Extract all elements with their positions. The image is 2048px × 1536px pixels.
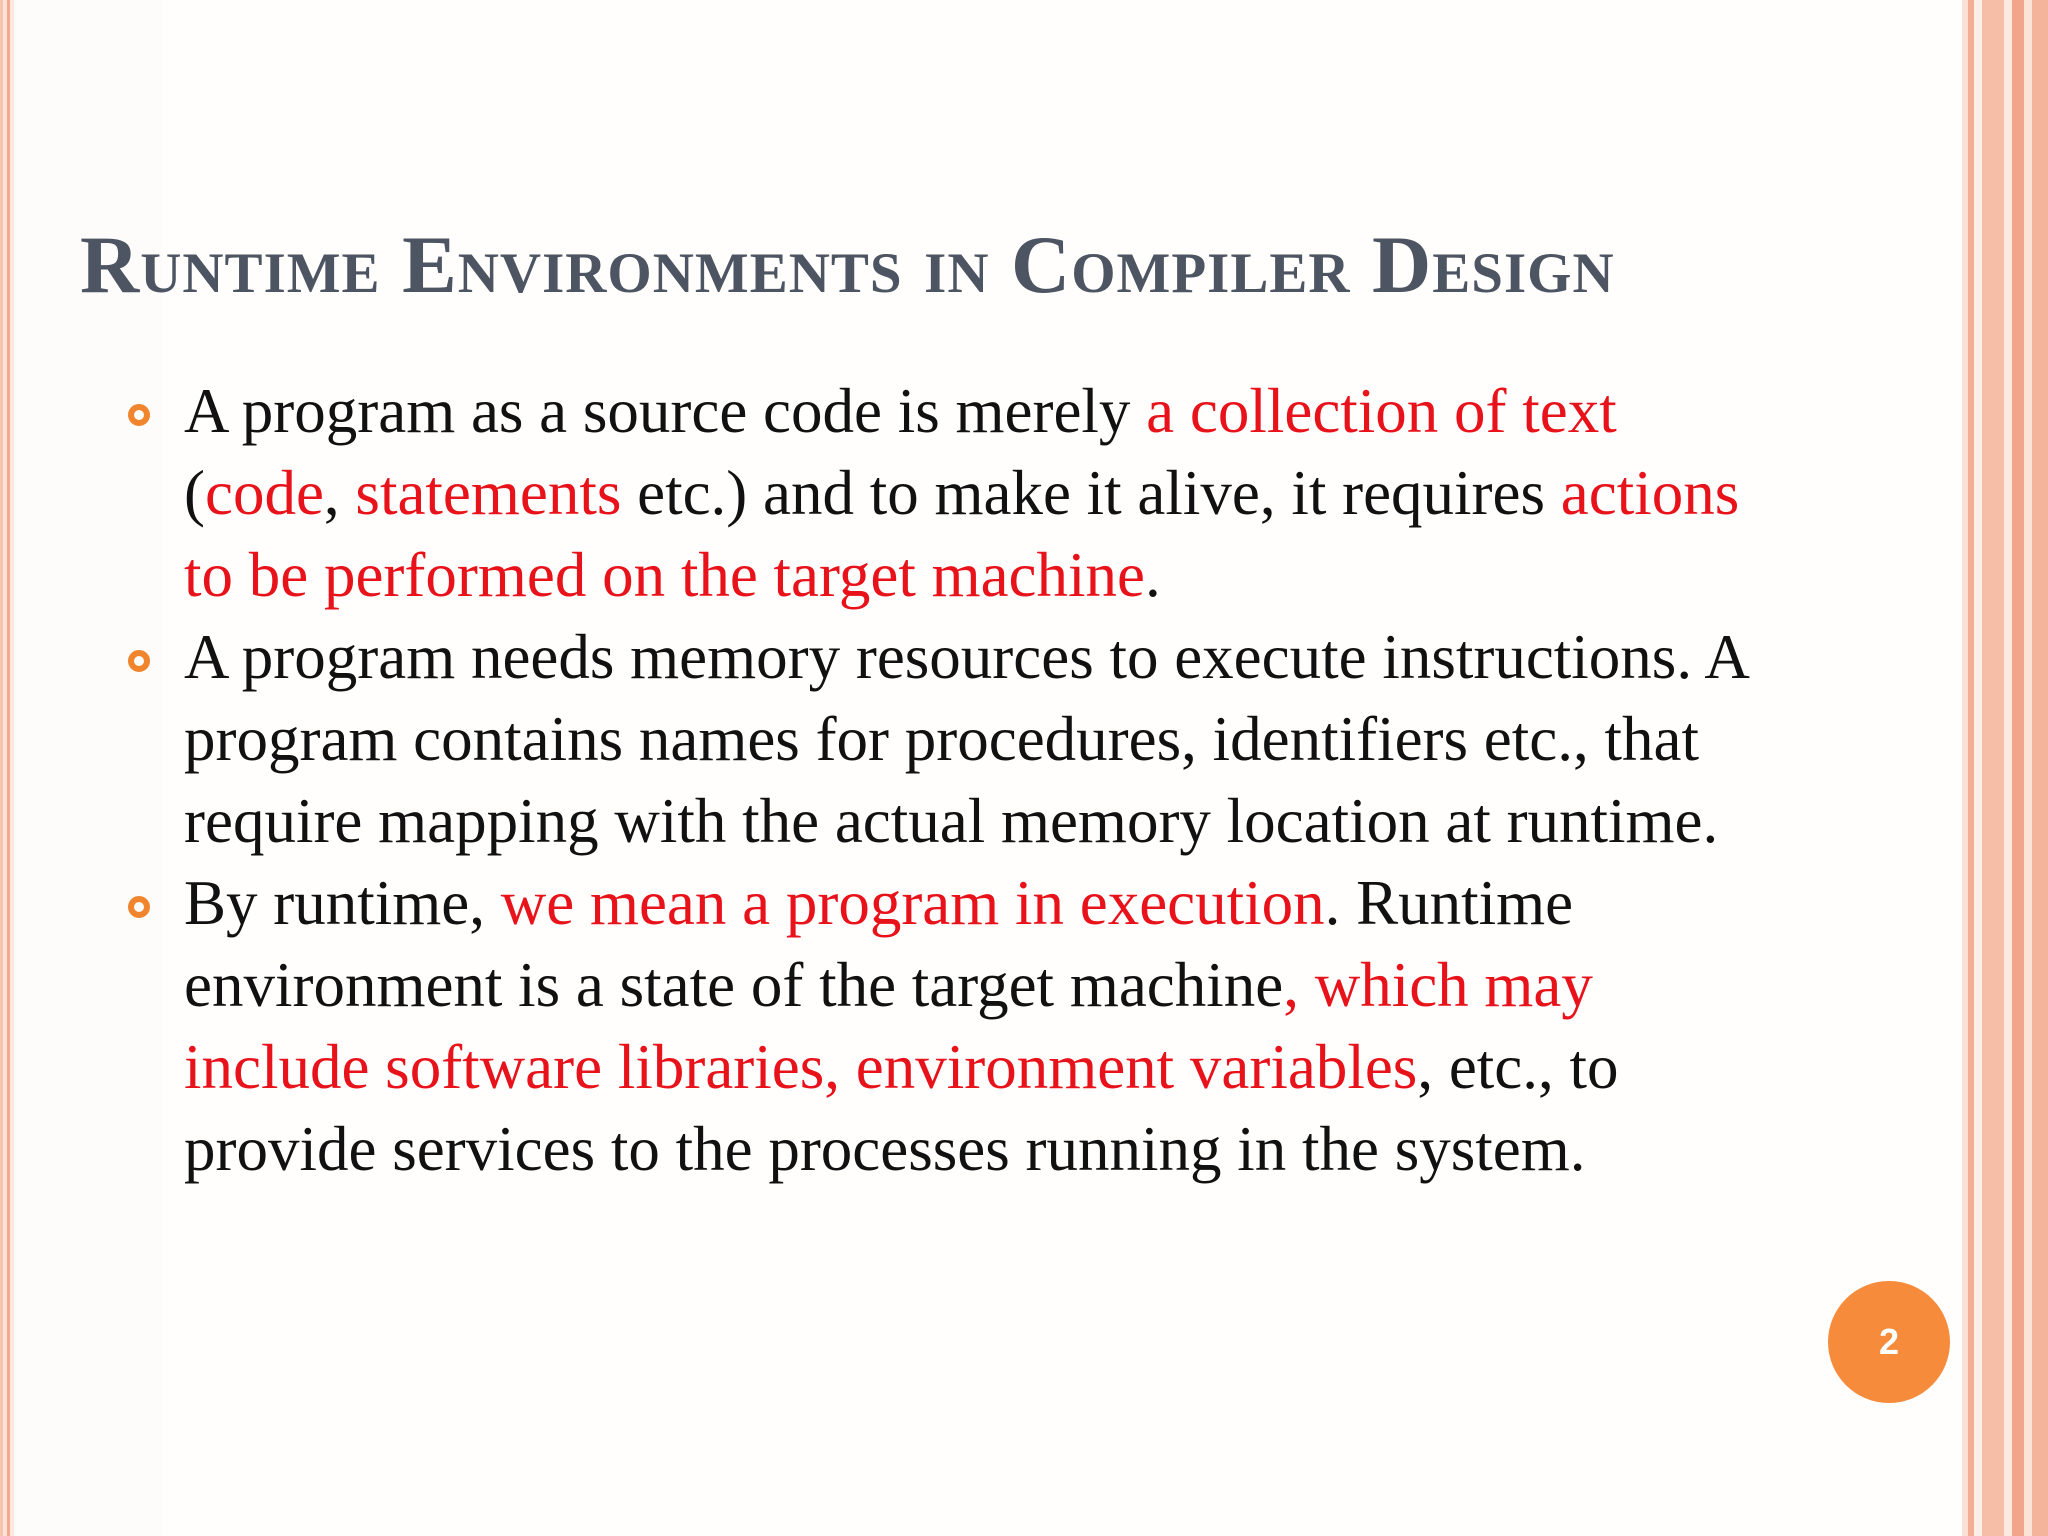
body-text: , etc., to provide services to the processes running in the system. [184, 1032, 1619, 1184]
bullet-text [184, 862, 1768, 1190]
highlighted-text: a collection of text [1146, 376, 1617, 446]
body-text: A program needs memory resources to execute instructions. A program contains names for procedures, identifiers etc., that require mapping with the actual memory location at runtime. [184, 622, 1747, 856]
body-text: ( [184, 458, 205, 528]
bullet-item [128, 370, 1768, 616]
bullet-text [184, 616, 1768, 862]
bullet-item [128, 616, 1768, 862]
highlighted-text: code [204, 458, 324, 528]
slide-title: Runtime Environments in Compiler Design [80, 219, 1615, 310]
highlighted-text: statements [355, 458, 622, 528]
page-number-badge: 2 [1828, 1281, 1950, 1403]
body-text: A program as a source code is merely [184, 376, 1147, 446]
ring-bullet-icon [128, 404, 150, 426]
bullet-list [128, 370, 1768, 1190]
highlighted-text: , which may include software libraries, environment variables [184, 950, 1593, 1102]
right-decorative-stripes [1962, 0, 2048, 1536]
highlighted-text: actions to be performed on the target machine [184, 458, 1740, 610]
highlighted-text: we mean a program in execution [500, 868, 1325, 938]
body-text: . [1144, 540, 1161, 610]
left-decorative-border [0, 0, 14, 1536]
ring-bullet-icon [128, 650, 150, 672]
bullet-item [128, 862, 1768, 1190]
body-text: By runtime, [184, 868, 501, 938]
body-text: , [323, 458, 356, 528]
ring-bullet-icon [128, 896, 150, 918]
body-text: etc.) and to make it alive, it requires [621, 458, 1561, 528]
body-text: . Runtime environment is a state of the target machine [184, 868, 1574, 1020]
bullet-text [184, 370, 1768, 616]
